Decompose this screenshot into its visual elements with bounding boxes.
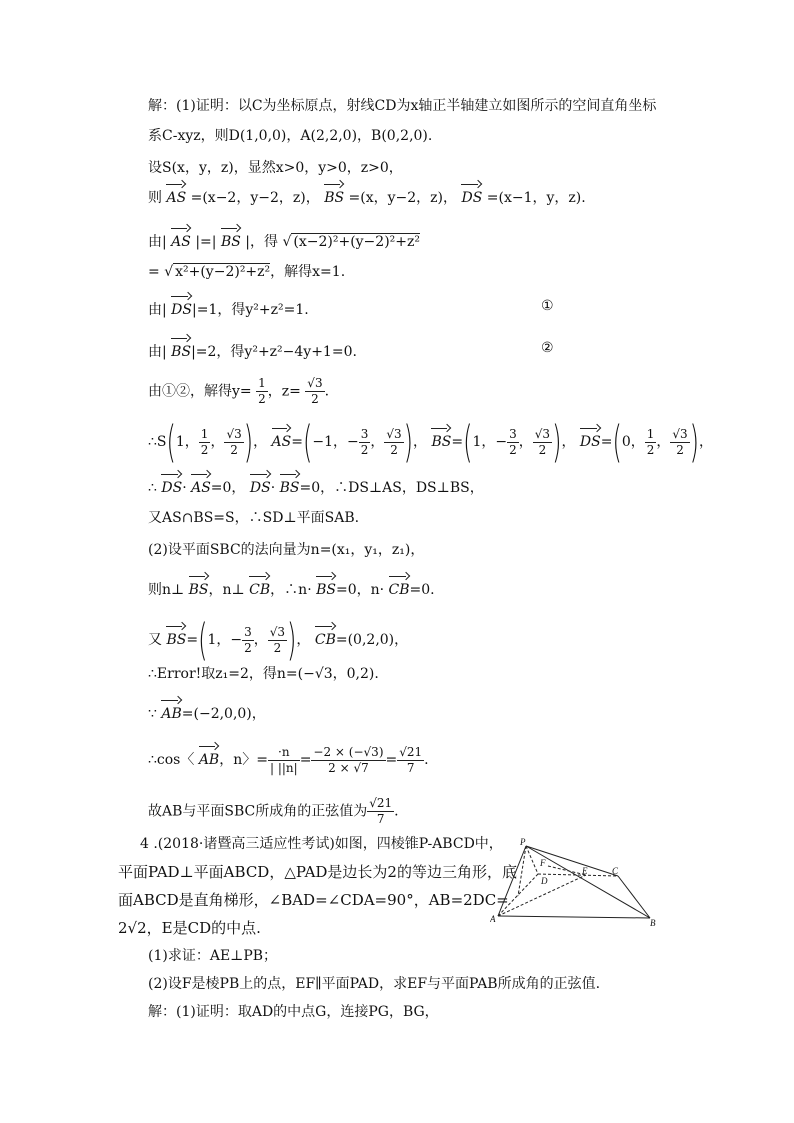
- text-also: 又: [148, 632, 167, 648]
- text-because: ∵: [148, 706, 162, 722]
- text-line-dot: ∴ DS· AS=0， DS· BS=0，∴DS⊥AS，DS⊥BS，: [148, 472, 484, 498]
- vector-AS: AS: [166, 182, 186, 208]
- text-line-bs-cb: 又 BS=(1，− $\frac{3}{2}$ ， $\frac{√3}{2}$ )， CB=(0,2,0)，: [148, 614, 409, 666]
- text-abs-end: |，得: [245, 234, 279, 250]
- fraction-r3-2: $\frac{√3}{2}$: [307, 376, 323, 406]
- vector-BS: BS: [324, 182, 344, 208]
- text-line-cos: ∴cos〈 AB，n〉= $\frac{\cdot n}{| ||n|}$ = $\frac{-2 \times (-√3)}{2 \times √7}$ = $\frac{√21}{7}$ .: [148, 744, 429, 775]
- text-abs-mid: |=|: [195, 234, 217, 250]
- vector-DS: DS: [580, 426, 601, 452]
- text-as-eq: =(x−2，y−2，z)，: [190, 190, 320, 206]
- problem-4-part-2: (2)设F是棱PB上的点，EF∥平面PAD，求EF与平面PAB所成角的正弦值.: [148, 976, 601, 992]
- text-z: ，z=: [267, 383, 301, 400]
- text-eq: =: [148, 264, 165, 280]
- vector-AB: AB: [161, 698, 181, 724]
- text-line-bs2: [148, 336, 357, 362]
- vector-BS: BS: [189, 574, 209, 600]
- label-E: E: [582, 866, 588, 876]
- label-B: B: [650, 918, 656, 928]
- vector-BS: BS: [431, 426, 451, 452]
- text-line-ab: ∵ AB=(−2,0,0)，: [148, 698, 266, 724]
- text-you: 由|: [148, 344, 167, 360]
- text-conclusion: 故AB与平面SBC所成角的正弦值为: [148, 803, 368, 820]
- text-line-coords: ∴S(1， $\frac{1}{2}$ ， $\frac{√3}{2}$ )， AS=(−1，− $\frac{3}{2}$ ， $\frac{√3}{2}$ )， BS=(1，− $\frac{3}{2}$ ， $\frac{√3}{2}$ )， DS=(0， $\frac{1}{2}$ ， $\frac{√3}{2}$ )，: [148, 416, 714, 468]
- problem-4-line-1: 4 .(2018·诸暨高三适应性考试)如图，四棱锥P-ABCD中，: [140, 836, 503, 852]
- label-A: A: [490, 914, 496, 924]
- text-ds1: |=1，得y²+z²=1.: [192, 302, 309, 318]
- fraction-answer: $\frac{√21}{7}$: [369, 796, 393, 826]
- label-F: F: [540, 858, 546, 868]
- vector-BS: BS: [166, 624, 186, 650]
- vector-CB: CB: [249, 574, 270, 600]
- problem-4-solution: 解：(1)证明：取AD的中点G，连接PG，BG，: [148, 1004, 439, 1020]
- text-bs-eq: =(x，y−2，z)，: [348, 190, 458, 206]
- text-line-normal: (2)设平面SBC的法向量为n=(x₁，y₁，z₁)，: [148, 542, 425, 558]
- sqrt-expr-1: (x−2)²+(y−2)²+z²: [293, 234, 420, 250]
- text-s: ∴S: [148, 434, 167, 450]
- text-line-2: 系C-xyz，则D(1,0,0)，A(2,2,0)，B(0,2,0).: [148, 128, 433, 144]
- label-D: D: [541, 876, 548, 886]
- problem-4-line-4: 2√2，E是CD的中点.: [118, 919, 261, 937]
- text-line-error: ∴Error!取z₁=2，得n=(−√3，0,2).: [148, 666, 379, 682]
- vector-DS: DS: [250, 472, 271, 498]
- text-you: 由|: [148, 302, 167, 318]
- vector-AS: AS: [191, 472, 211, 498]
- marker-2: ②: [541, 340, 554, 356]
- text-solve-x: ，解得x=1.: [270, 264, 346, 280]
- pyramid-figure: [490, 836, 660, 932]
- label-C: C: [612, 866, 619, 876]
- vector-BS: BS: [221, 226, 241, 252]
- text-line-ds1: [148, 294, 309, 320]
- marker-1: ①: [541, 298, 554, 314]
- text-period: .: [324, 383, 330, 400]
- text-line-solve-yz: [148, 376, 329, 407]
- fraction-cos-1: $\frac{\cdot n}{| ||n|}$: [269, 744, 298, 775]
- text-you: 由|: [148, 234, 167, 250]
- problem-4-line-2: 平面PAD⊥平面ABCD，△PAD是边长为2的等边三角形，底: [118, 863, 517, 881]
- fraction-cos-2: $\frac{-2 \times (-√3)}{2 \times √7}$: [313, 744, 384, 775]
- vector-AS: AS: [171, 226, 191, 252]
- text-line-3: 设S(x，y，z)，显然x>0，y>0，z>0，: [148, 160, 403, 176]
- vector-BS: BS: [280, 472, 300, 498]
- text-line-vectors: [148, 182, 586, 208]
- text-line-conclusion: 故AB与平面SBC所成角的正弦值为 $\frac{√21}{7}$ .: [148, 796, 399, 826]
- text-cos: ∴cos〈: [148, 752, 199, 768]
- vector-AB: AB: [199, 744, 219, 770]
- vector-DS: DS: [161, 472, 182, 498]
- text-line-perp: 则n⊥ BS，n⊥ CB，∴n· BS=0，n· CB=0.: [148, 574, 435, 600]
- vector-CB: CB: [315, 624, 336, 650]
- vector-BS: BS: [316, 574, 336, 600]
- text-bs2: |=2，得y²+z²−4y+1=0.: [191, 344, 357, 360]
- text-line-sd: 又AS∩BS=S，∴SD⊥平面SAB.: [148, 510, 360, 526]
- vector-CB: CB: [389, 574, 410, 600]
- vector-DS: DS: [171, 294, 192, 320]
- text-line-1: 解：(1)证明：以C为坐标原点，射线CD为x轴正半轴建立如图所示的空间直角坐标: [148, 98, 657, 114]
- problem-4-line-3: 面ABCD是直角梯形，∠BAD=∠CDA=90°，AB=2DC=: [118, 891, 509, 909]
- text-line-abs: 由| AS |=| BS |，得 √ (x−2)²+(y−2)²+z²: [148, 226, 420, 252]
- text-line-sqrt2: = √ x²+(y−2)²+z²，解得x=1.: [148, 264, 346, 280]
- text-then-n: 则n⊥: [148, 582, 189, 598]
- vector-BS: BS: [171, 336, 191, 362]
- text-ds-eq: =(x−1，y，z).: [486, 190, 586, 206]
- text-solve: 由①②，解得y=: [148, 383, 252, 400]
- fraction-cos-3: $\frac{√21}{7}$: [399, 744, 423, 775]
- text-then: 则: [148, 190, 162, 206]
- text-therefore: ∴: [148, 480, 162, 496]
- label-P: P: [520, 837, 526, 847]
- problem-4-part-1: (1)求证：AE⊥PB；: [148, 948, 278, 964]
- fraction-half: $\frac{1}{2}$: [258, 376, 266, 406]
- sqrt-expr-2: x²+(y−2)²+z²: [175, 264, 271, 280]
- vector-DS: DS: [461, 182, 482, 208]
- vector-AS: AS: [272, 426, 292, 452]
